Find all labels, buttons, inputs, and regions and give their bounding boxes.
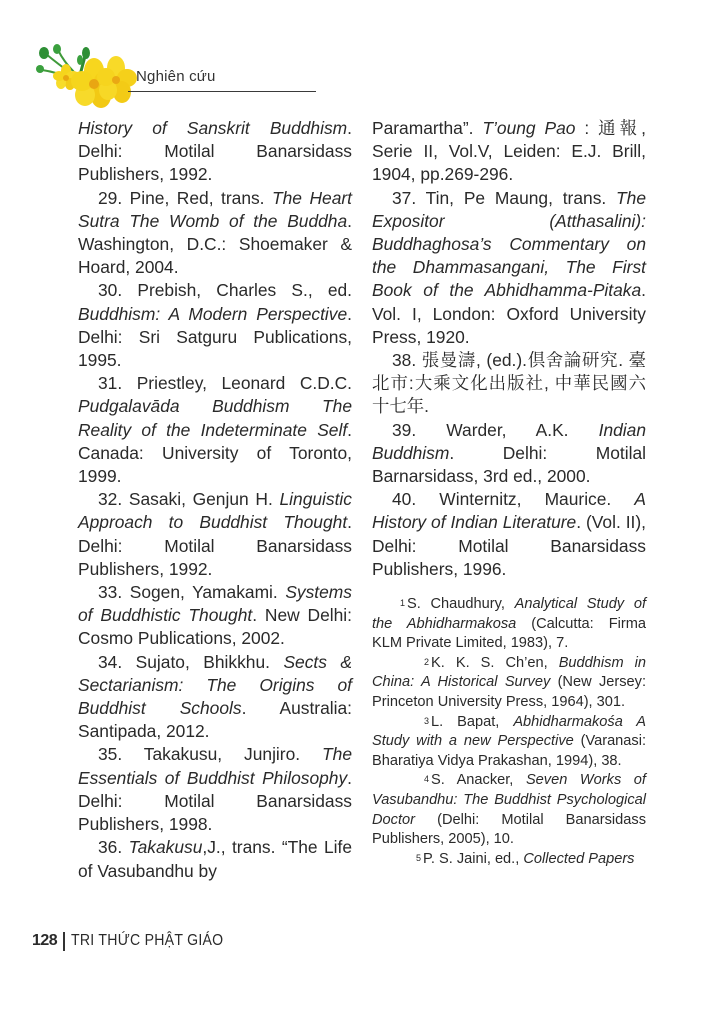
text-run: 32. Sasaki, Genjun H. bbox=[98, 489, 280, 510]
reference-entry bbox=[78, 651, 352, 744]
reference-entry bbox=[372, 187, 646, 349]
italic-title: Buddhism in China: A Historical Survey bbox=[372, 654, 646, 691]
italic-title: Collected Papers bbox=[523, 850, 635, 867]
text-run: P. S. Jaini, ed., bbox=[423, 850, 524, 867]
italic-title: Takakusu bbox=[128, 837, 203, 858]
italic-title: Systems of Buddhistic Thought bbox=[78, 582, 352, 626]
text-run: 31. Priestley, Leonard C.D.C. bbox=[98, 373, 352, 394]
italic-title: Pudgalavāda Buddhism The Reality of the Indeterminate Self bbox=[78, 396, 352, 440]
text-run: 35. Takakusu, Junjiro. bbox=[98, 744, 323, 765]
text-run: . (Vol. II), Delhi: Motilal Banarsidass Publishers, 1996. bbox=[372, 512, 646, 579]
text-run: S. Anacker, bbox=[431, 772, 526, 789]
text-run: 40. Winternitz, Maurice. bbox=[392, 489, 635, 510]
text-run: 37. Tin, Pe Maung, trans. bbox=[392, 187, 617, 208]
italic-title: History of Sanskrit Buddhism bbox=[78, 118, 348, 138]
text-run: 29. Pine, Red, trans. bbox=[98, 187, 273, 208]
reference-entry bbox=[78, 836, 352, 882]
footnote-marker: 2 bbox=[424, 656, 430, 667]
text-run: . Delhi: Motilal Banarsidass Publishers, 1998. bbox=[78, 767, 352, 835]
footnotes bbox=[372, 595, 646, 869]
reference-continuation bbox=[78, 117, 352, 187]
reference-entry bbox=[372, 488, 646, 581]
reference-continuation bbox=[372, 117, 646, 187]
text-run: . Delhi: Motilal Banarsidass Publishers, 1992. bbox=[78, 118, 352, 185]
section-label: Nghiên cứu bbox=[136, 68, 216, 85]
italic-title: The Expositor (Atthasalini): Buddhaghosa’s Commentary on the Dhammasangani, The First Book of the Abhidhamma-Pitaka bbox=[372, 187, 646, 301]
footnote bbox=[372, 595, 646, 654]
footnote bbox=[372, 654, 646, 713]
text-run: . Washington, D.C.: Shoemaker & Hoard, 2004. bbox=[78, 210, 352, 278]
italic-title: Analytical Study of the Abhidharmakosa bbox=[372, 596, 646, 632]
footnote-marker: 4 bbox=[424, 774, 430, 785]
text-run: . New Delhi: Cosmo Publications, 2002. bbox=[78, 605, 352, 649]
bibliography-left-column bbox=[78, 117, 352, 883]
reference-entry bbox=[78, 279, 352, 372]
footnote bbox=[372, 771, 646, 849]
text-run: . Delhi: Sri Satguru Publications, 1995. bbox=[78, 303, 352, 371]
text-run: . Delhi: Motilal Banarsidass Publishers, 1992. bbox=[78, 512, 352, 579]
italic-title: T’oung Pao bbox=[482, 118, 576, 138]
footer-divider bbox=[63, 932, 65, 951]
text-run: . Canada: University of Toronto, 1999. bbox=[78, 419, 352, 487]
footnote-marker: 3 bbox=[424, 715, 430, 726]
italic-title: Seven Works of Vasubandhu: The Buddhist Psychological Doctor bbox=[372, 772, 646, 828]
reference-entry bbox=[78, 581, 352, 651]
text-run: . Vol. I, London: Oxford University Press, 1920. bbox=[372, 280, 646, 347]
italic-title: Sects & Sectarianism: The Origins of Buddhist Schools bbox=[78, 651, 352, 719]
italic-title: A History of Indian Literature bbox=[372, 489, 646, 533]
reference-entry bbox=[78, 743, 352, 836]
reference-entry bbox=[78, 372, 352, 488]
footnote-marker: 1 bbox=[400, 598, 406, 608]
text-run: (Varanasi: Bharatiya Vidya Prakashan, 1994), 38. bbox=[372, 733, 647, 769]
page-footer bbox=[32, 930, 244, 952]
italic-title: Abhidharmakośa A Study with a new Perspective bbox=[372, 713, 646, 750]
text-run: (Delhi: Motilal Banarsidass Publishers, 2005), 10. bbox=[372, 811, 646, 848]
text-run: . Australia: Santipada, 2012. bbox=[78, 698, 352, 742]
header-divider bbox=[128, 91, 316, 92]
bibliography-right-column bbox=[372, 117, 646, 581]
reference-entry bbox=[372, 349, 646, 419]
reference-entry bbox=[372, 419, 646, 489]
italic-title: The Essentials of Buddhist Philosophy bbox=[78, 744, 352, 788]
text-run: 39. Warder, A.K. bbox=[392, 419, 599, 440]
text-run: ,J., trans. “The Life of Vasubandhu by bbox=[78, 837, 352, 881]
text-run: 33. Sogen, Yamakami. bbox=[98, 582, 286, 603]
text-run: 36. bbox=[98, 837, 129, 858]
text-run: 30. Prebish, Charles S., ed. bbox=[98, 280, 352, 301]
reference-entry bbox=[78, 187, 352, 280]
text-run: . Delhi: Motilal Barnarsidass, 3rd ed., 2000. bbox=[372, 442, 646, 487]
publication-title: TRI THỨC PHẬT GIÁO bbox=[70, 932, 224, 949]
text-run: 34. Sujato, Bhikkhu. bbox=[98, 651, 284, 672]
text-run: : 通報, Serie II, Vol.V, Leiden: E.J. Brill, 1904, pp.269-296. bbox=[372, 118, 646, 185]
text-run: L. Bapat, bbox=[431, 713, 514, 730]
text-run: Paramartha”. bbox=[372, 118, 483, 138]
text-run: S. Chaudhury, bbox=[407, 596, 515, 612]
reference-entry bbox=[78, 488, 352, 581]
footnote bbox=[372, 850, 646, 870]
italic-title: Buddhism: A Modern Perspective bbox=[78, 303, 348, 324]
italic-title: The Heart Sutra The Womb of the Buddha bbox=[78, 187, 352, 231]
text-run: 38. 張曼濤, (ed.).倶舍論研究. 臺北市:大乘文化出版社, 中華民國六十七年. bbox=[372, 350, 646, 417]
footnote-marker: 5 bbox=[416, 852, 422, 863]
italic-title: Linguistic Approach to Buddhist Thought bbox=[78, 489, 352, 533]
page-header bbox=[28, 40, 298, 110]
italic-title: Indian Buddhism bbox=[372, 419, 646, 463]
text-run: K. K. S. Ch’en, bbox=[431, 654, 559, 671]
text-run: (Calcutta: Firma KLM Private Limited, 1983), 7. bbox=[372, 615, 646, 652]
footnote bbox=[372, 713, 646, 772]
text-run: (New Jersey: Princeton University Press, 1964), 301. bbox=[372, 674, 646, 710]
page-number: 128 bbox=[32, 932, 58, 949]
apricot-flower-icon bbox=[28, 40, 138, 112]
